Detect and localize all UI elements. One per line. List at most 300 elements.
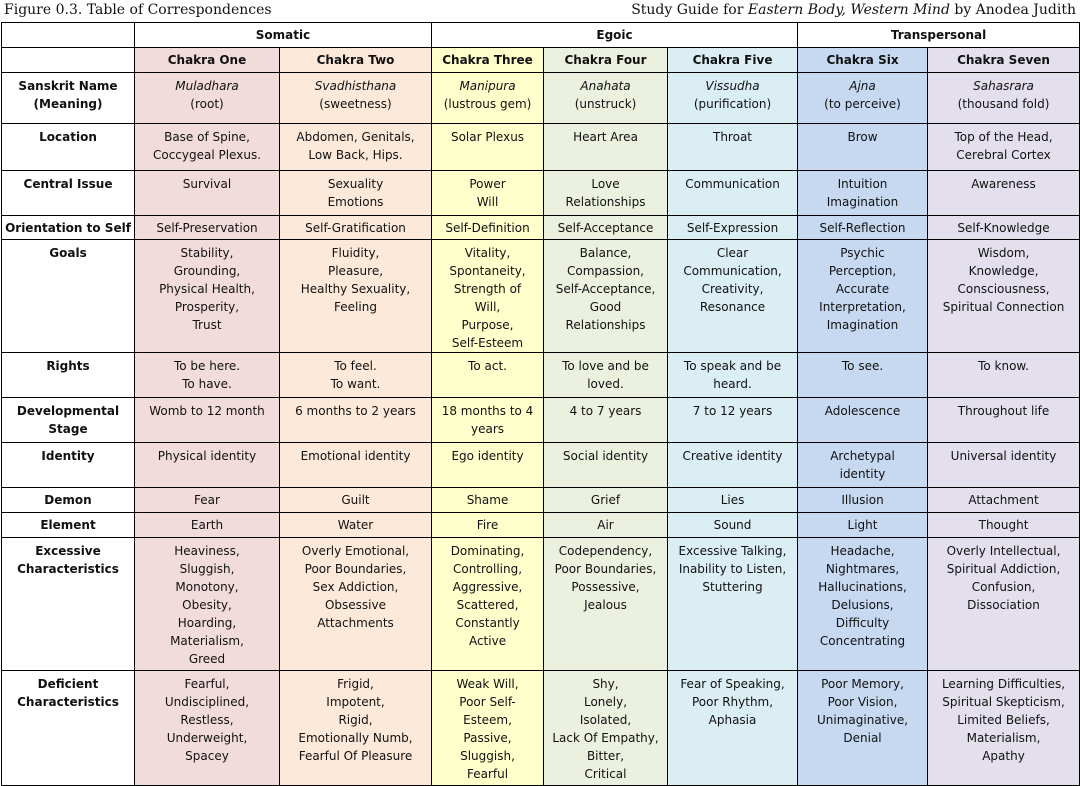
cell-line: Delusions, xyxy=(831,598,894,612)
cell-line: Spacey xyxy=(185,749,229,763)
cell-line: Bitter, xyxy=(586,749,625,763)
cell-line: Constantly xyxy=(455,616,520,630)
cell-line: Concentrating xyxy=(819,634,906,648)
deficient-cell-3 xyxy=(432,671,544,786)
cell-line: Sluggish, xyxy=(460,749,515,763)
cell-line: Physical identity xyxy=(157,449,257,463)
dev-cell-2 xyxy=(280,398,432,443)
cell-line: Clear xyxy=(716,246,749,260)
demon-cell-4 xyxy=(544,488,668,513)
row-label-line: Excessive xyxy=(35,544,101,558)
cell-line: Lies xyxy=(720,493,745,507)
excess-cell-4 xyxy=(544,538,668,671)
issue-cell-5 xyxy=(668,171,798,216)
cell-line: Overly Emotional, xyxy=(301,544,410,558)
cell-line: Awareness xyxy=(971,177,1036,191)
dev-cell-3 xyxy=(432,398,544,443)
cell-line: Fear of Speaking, xyxy=(680,677,785,691)
figure-caption: Figure 0.3. Table of Correspondences xyxy=(4,2,272,18)
cell-line: Sluggish, xyxy=(179,562,235,576)
sanskrit-meaning: (to perceive) xyxy=(824,97,901,111)
book-title: Eastern Body, Western Mind xyxy=(747,2,950,18)
cell-line: Adolescence xyxy=(824,404,901,418)
element-cell-1 xyxy=(135,513,280,538)
sanskrit-meaning: (purification) xyxy=(693,97,772,111)
cell-line: Poor Self- xyxy=(459,695,516,709)
chakra-header-6: Chakra Six xyxy=(798,48,928,73)
identity-cell-2 xyxy=(280,443,432,488)
cell-line: Imagination xyxy=(826,195,899,209)
chakra-header-3: Chakra Three xyxy=(432,48,544,73)
cell-line: 7 to 12 years xyxy=(692,404,773,418)
sanskrit-name: Anahata xyxy=(580,79,631,93)
cell-line: Hallucinations, xyxy=(818,580,907,594)
correspondence-table xyxy=(1,22,1080,786)
row-location xyxy=(2,124,1080,171)
cell-line: Poor Rhythm, xyxy=(691,695,774,709)
cell-line: Restless, xyxy=(180,713,234,727)
dev-cell-4 xyxy=(544,398,668,443)
cell-line: Solar Plexus xyxy=(450,130,525,144)
cell-line: Purpose, xyxy=(461,318,514,332)
goals-cell-1 xyxy=(135,240,280,353)
row-label-line: Goals xyxy=(49,246,87,260)
cell-line: Poor Memory, xyxy=(821,677,904,691)
cell-line: Aphasia xyxy=(708,713,757,727)
demon-cell-1 xyxy=(135,488,280,513)
cell-line: Ego identity xyxy=(451,449,524,463)
row-label-line: Element xyxy=(40,518,96,532)
cell-line: Consciousness, xyxy=(957,282,1050,296)
issue-cell-4 xyxy=(544,171,668,216)
element-cell-5 xyxy=(668,513,798,538)
cell-line: Emotional identity xyxy=(300,449,411,463)
page-header xyxy=(0,0,1080,22)
cell-line: Inability to Listen, xyxy=(678,562,787,576)
cell-line: Resonance xyxy=(699,300,766,314)
cell-line: Poor Boundaries, xyxy=(304,562,407,576)
row-label-location xyxy=(2,124,135,171)
cell-line: Spiritual Connection xyxy=(942,300,1065,314)
cell-line: Excessive Talking, xyxy=(678,544,787,558)
cell-line: Emotionally Numb, xyxy=(298,731,413,745)
cell-line: Learning Difficulties, xyxy=(941,677,1066,691)
cell-line: Heaviness, xyxy=(174,544,240,558)
group-somatic: Somatic xyxy=(135,23,432,48)
cell-line: To act. xyxy=(468,359,507,373)
row-developmental-stage xyxy=(2,398,1080,443)
sanskrit-cell-1 xyxy=(135,73,280,124)
cell-line: Relationships xyxy=(565,195,646,209)
sanskrit-name: Ajna xyxy=(849,79,876,93)
row-orientation-to-self xyxy=(2,216,1080,240)
cell-line: Perception, xyxy=(828,264,897,278)
sanskrit-meaning: (thousand fold) xyxy=(957,97,1050,111)
sanskrit-name: Sahasrara xyxy=(973,79,1034,93)
issue-cell-2 xyxy=(280,171,432,216)
goals-cell-4 xyxy=(544,240,668,353)
cell-line: Heart Area xyxy=(573,130,638,144)
row-goals xyxy=(2,240,1080,353)
cell-line: Aggressive, xyxy=(452,580,523,594)
cell-line: To see. xyxy=(841,359,884,373)
cell-line: Difficulty xyxy=(835,616,890,630)
cell-line: Passive, xyxy=(463,731,512,745)
goals-cell-2 xyxy=(280,240,432,353)
cell-line: Abdomen, Genitals, xyxy=(296,130,415,144)
cell-line: Wisdom, xyxy=(977,246,1030,260)
study-guide-credit xyxy=(631,2,1076,18)
dev-cell-5 xyxy=(668,398,798,443)
cell-line: Low Back, Hips. xyxy=(308,148,403,162)
cell-line: Grief xyxy=(590,493,621,507)
cell-line: Underweight, xyxy=(166,731,248,745)
cell-line: loved. xyxy=(587,377,624,391)
deficient-cell-5 xyxy=(668,671,798,786)
cell-line: Active xyxy=(468,634,507,648)
cell-line: Materialism, xyxy=(170,634,244,648)
cell-line: Brow xyxy=(847,130,878,144)
cell-line: Trust xyxy=(192,318,222,332)
identity-cell-7 xyxy=(928,443,1080,488)
orient-cell-5 xyxy=(668,216,798,240)
cell-line: Creative identity xyxy=(682,449,783,463)
cell-line: Unimaginative, xyxy=(817,713,909,727)
row-label-line: Sanskrit Name xyxy=(18,79,118,93)
cell-line: Self-Acceptance, xyxy=(555,282,656,296)
cell-line: Shy, xyxy=(592,677,619,691)
cell-line: To love and be xyxy=(562,359,649,373)
cell-line: Power xyxy=(469,177,506,191)
cell-line: Love xyxy=(591,177,620,191)
excess-cell-5 xyxy=(668,538,798,671)
excess-cell-7 xyxy=(928,538,1080,671)
cell-line: Emotions xyxy=(327,195,384,209)
rights-cell-7 xyxy=(928,353,1080,398)
excess-cell-3 xyxy=(432,538,544,671)
cell-line: Self-Expression xyxy=(686,221,779,235)
demon-cell-7 xyxy=(928,488,1080,513)
excess-cell-6 xyxy=(798,538,928,671)
dev-cell-1 xyxy=(135,398,280,443)
corner-cell xyxy=(2,23,135,48)
cell-line: Accurate xyxy=(835,282,890,296)
identity-cell-6 xyxy=(798,443,928,488)
issue-cell-1 xyxy=(135,171,280,216)
cell-line: Interpretation, xyxy=(819,300,906,314)
sanskrit-cell-5 xyxy=(668,73,798,124)
goals-cell-6 xyxy=(798,240,928,353)
row-label-identity xyxy=(2,443,135,488)
sanskrit-meaning: (unstruck) xyxy=(574,97,637,111)
row-label-demon xyxy=(2,488,135,513)
cell-line: Guilt xyxy=(341,493,370,507)
cell-line: Apathy xyxy=(982,749,1025,763)
row-label-line: Developmental xyxy=(16,404,120,418)
cell-line: Jealous xyxy=(584,598,627,612)
location-cell-3 xyxy=(432,124,544,171)
orient-cell-3 xyxy=(432,216,544,240)
location-cell-2 xyxy=(280,124,432,171)
row-label-orient xyxy=(2,216,135,240)
chakra-header-2: Chakra Two xyxy=(280,48,432,73)
cell-line: years xyxy=(471,422,505,436)
cell-line: Denial xyxy=(843,731,882,745)
dev-cell-6 xyxy=(798,398,928,443)
chakra-header-row xyxy=(2,48,1080,73)
cell-line: Self-Preservation xyxy=(156,221,258,235)
cell-line: Possessive, xyxy=(571,580,640,594)
cell-line: Archetypal xyxy=(830,449,895,463)
sanskrit-meaning: (root) xyxy=(190,97,224,111)
cell-line: Prosperity, xyxy=(174,300,240,314)
cell-line: Psychic xyxy=(840,246,885,260)
cell-line: Good xyxy=(589,300,622,314)
row-label-sanskrit xyxy=(2,73,135,124)
chakra-corner-cell xyxy=(2,48,135,73)
cell-line: Cerebral Cortex xyxy=(956,148,1051,162)
cell-line: Confusion, xyxy=(971,580,1036,594)
issue-cell-3 xyxy=(432,171,544,216)
cell-line: Spiritual Skepticism, xyxy=(942,695,1065,709)
cell-line: Scattered, xyxy=(456,598,519,612)
cell-line: Monotony, xyxy=(175,580,239,594)
group-header-row xyxy=(2,23,1080,48)
cell-line: To want. xyxy=(330,377,381,391)
deficient-cell-7 xyxy=(928,671,1080,786)
guide-prefix: Study Guide for xyxy=(631,2,748,18)
cell-line: Grounding, xyxy=(173,264,241,278)
row-identity xyxy=(2,443,1080,488)
cell-line: Light xyxy=(847,518,878,532)
row-label-issue xyxy=(2,171,135,216)
element-cell-2 xyxy=(280,513,432,538)
cell-line: Lonely, xyxy=(583,695,628,709)
cell-line: To know. xyxy=(978,359,1029,373)
cell-line: Weak Will, xyxy=(456,677,519,691)
sanskrit-name: Manipura xyxy=(459,79,516,93)
cell-line: Will, xyxy=(474,300,501,314)
issue-cell-7 xyxy=(928,171,1080,216)
cell-line: Air xyxy=(597,518,614,532)
cell-line: Rigid, xyxy=(338,713,373,727)
rights-cell-4 xyxy=(544,353,668,398)
cell-line: Obsessive xyxy=(324,598,387,612)
demon-cell-5 xyxy=(668,488,798,513)
cell-line: Intuition xyxy=(837,177,888,191)
cell-line: Spiritual Addiction, xyxy=(946,562,1061,576)
cell-line: Attachment xyxy=(968,493,1039,507)
deficient-cell-2 xyxy=(280,671,432,786)
row-label-rights xyxy=(2,353,135,398)
row-label-line: Central Issue xyxy=(23,177,113,191)
excess-cell-2 xyxy=(280,538,432,671)
cell-line: Poor Boundaries, xyxy=(554,562,657,576)
sanskrit-name: Muladhara xyxy=(175,79,239,93)
cell-line: To speak and be xyxy=(683,359,782,373)
cell-line: Impotent, xyxy=(326,695,385,709)
row-label-line: Orientation to Self xyxy=(5,221,131,235)
orient-cell-2 xyxy=(280,216,432,240)
location-cell-7 xyxy=(928,124,1080,171)
cell-line: Overly Intellectual, xyxy=(946,544,1061,558)
row-excessive-characteristics xyxy=(2,538,1080,671)
cell-line: Limited Beliefs, xyxy=(957,713,1050,727)
cell-line: Self-Definition xyxy=(445,221,530,235)
row-element xyxy=(2,513,1080,538)
cell-line: Greed xyxy=(188,652,226,666)
row-label-line: Characteristics xyxy=(17,562,119,576)
cell-line: To feel. xyxy=(334,359,377,373)
cell-line: Attachments xyxy=(317,616,394,630)
rights-cell-2 xyxy=(280,353,432,398)
cell-line: Fluidity, xyxy=(331,246,380,260)
group-transpersonal: Transpersonal xyxy=(798,23,1080,48)
cell-line: Isolated, xyxy=(579,713,632,727)
cell-line: Sound xyxy=(713,518,752,532)
row-label-element xyxy=(2,513,135,538)
goals-cell-3 xyxy=(432,240,544,353)
identity-cell-1 xyxy=(135,443,280,488)
cell-line: Social identity xyxy=(562,449,649,463)
cell-line: Survival xyxy=(182,177,232,191)
cell-line: Self-Reflection xyxy=(819,221,906,235)
cell-line: Shame xyxy=(466,493,509,507)
cell-line: Materialism, xyxy=(966,731,1041,745)
cell-line: Esteem, xyxy=(463,713,512,727)
sanskrit-cell-6 xyxy=(798,73,928,124)
row-label-dev xyxy=(2,398,135,443)
row-rights xyxy=(2,353,1080,398)
element-cell-6 xyxy=(798,513,928,538)
cell-line: Knowledge, xyxy=(968,264,1039,278)
dev-cell-7 xyxy=(928,398,1080,443)
cell-line: Stability, xyxy=(180,246,234,260)
cell-line: Sexuality xyxy=(327,177,384,191)
cell-line: Self-Knowledge xyxy=(957,221,1050,235)
cell-line: 6 months to 2 years xyxy=(295,404,416,418)
cell-line: Throat xyxy=(713,130,753,144)
cell-line: Water xyxy=(337,518,374,532)
sanskrit-cell-3 xyxy=(432,73,544,124)
author-credit: by Anodea Judith xyxy=(949,2,1076,18)
cell-line: Stuttering xyxy=(702,580,763,594)
cell-line: Hoarding, xyxy=(177,616,237,630)
cell-line: Poor Vision, xyxy=(827,695,898,709)
row-label-line: Deficient xyxy=(37,677,99,691)
row-label-line: Location xyxy=(39,130,97,144)
location-cell-6 xyxy=(798,124,928,171)
cell-line: Communication, xyxy=(683,264,782,278)
cell-line: Thought xyxy=(978,518,1029,532)
cell-line: Undisciplined, xyxy=(164,695,250,709)
cell-line: 4 to 7 years xyxy=(569,404,642,418)
orient-cell-7 xyxy=(928,216,1080,240)
cell-line: Womb to 12 month xyxy=(149,404,265,418)
cell-line: Feeling xyxy=(334,300,377,314)
row-label-excess xyxy=(2,538,135,671)
cell-line: Headache, xyxy=(830,544,895,558)
orient-cell-1 xyxy=(135,216,280,240)
sanskrit-meaning: (sweetness) xyxy=(319,97,392,111)
location-cell-4 xyxy=(544,124,668,171)
goals-cell-7 xyxy=(928,240,1080,353)
demon-cell-2 xyxy=(280,488,432,513)
identity-cell-5 xyxy=(668,443,798,488)
cell-line: Obesity, xyxy=(182,598,232,612)
orient-cell-4 xyxy=(544,216,668,240)
cell-line: Communication xyxy=(685,177,780,191)
cell-line: identity xyxy=(839,467,886,481)
row-deficient-characteristics xyxy=(2,671,1080,786)
cell-line: Relationships xyxy=(565,318,646,332)
location-cell-5 xyxy=(668,124,798,171)
cell-line: Healthy Sexuality, xyxy=(300,282,411,296)
sanskrit-cell-7 xyxy=(928,73,1080,124)
row-central-issue xyxy=(2,171,1080,216)
issue-cell-6 xyxy=(798,171,928,216)
goals-cell-5 xyxy=(668,240,798,353)
cell-line: Pleasure, xyxy=(327,264,384,278)
rights-cell-6 xyxy=(798,353,928,398)
sanskrit-name: Vissudha xyxy=(705,79,760,93)
cell-line: Frigid, xyxy=(337,677,374,691)
cell-line: To be here. xyxy=(173,359,241,373)
sanskrit-meaning: (lustrous gem) xyxy=(443,97,532,111)
cell-line: heard. xyxy=(713,377,752,391)
cell-line: Physical Health, xyxy=(159,282,255,296)
group-egoic: Egoic xyxy=(432,23,798,48)
chakra-header-5: Chakra Five xyxy=(668,48,798,73)
cell-line: Sex Addiction, xyxy=(312,580,399,594)
cell-line: Throughout life xyxy=(957,404,1050,418)
row-label-goals xyxy=(2,240,135,353)
cell-line: Top of the Head, xyxy=(954,130,1053,144)
element-cell-4 xyxy=(544,513,668,538)
cell-line: Critical xyxy=(584,767,627,781)
demon-cell-6 xyxy=(798,488,928,513)
row-label-line: Characteristics xyxy=(17,695,119,709)
cell-line: Earth xyxy=(190,518,224,532)
demon-cell-3 xyxy=(432,488,544,513)
row-label-line: (Meaning) xyxy=(33,97,103,111)
element-cell-3 xyxy=(432,513,544,538)
cell-line: Will xyxy=(476,195,499,209)
row-demon xyxy=(2,488,1080,513)
sanskrit-name: Svadhisthana xyxy=(314,79,397,93)
cell-line: Self-Gratification xyxy=(305,221,406,235)
cell-line: Lack Of Empathy, xyxy=(552,731,659,745)
cell-line: Codependency, xyxy=(558,544,653,558)
row-label-line: Identity xyxy=(41,449,95,463)
cell-line: Base of Spine, xyxy=(164,130,250,144)
location-cell-1 xyxy=(135,124,280,171)
row-label-line: Demon xyxy=(44,493,92,507)
cell-line: Dominating, xyxy=(450,544,525,558)
cell-line: Nightmares, xyxy=(825,562,900,576)
cell-line: Spontaneity, xyxy=(449,264,526,278)
deficient-cell-6 xyxy=(798,671,928,786)
rights-cell-3 xyxy=(432,353,544,398)
element-cell-7 xyxy=(928,513,1080,538)
cell-line: 18 months to 4 xyxy=(441,404,534,418)
deficient-cell-1 xyxy=(135,671,280,786)
orient-cell-6 xyxy=(798,216,928,240)
row-label-line: Stage xyxy=(48,422,88,436)
cell-line: Fire xyxy=(476,518,499,532)
cell-line: Vitality, xyxy=(464,246,511,260)
cell-line: Self-Esteem xyxy=(451,336,524,350)
